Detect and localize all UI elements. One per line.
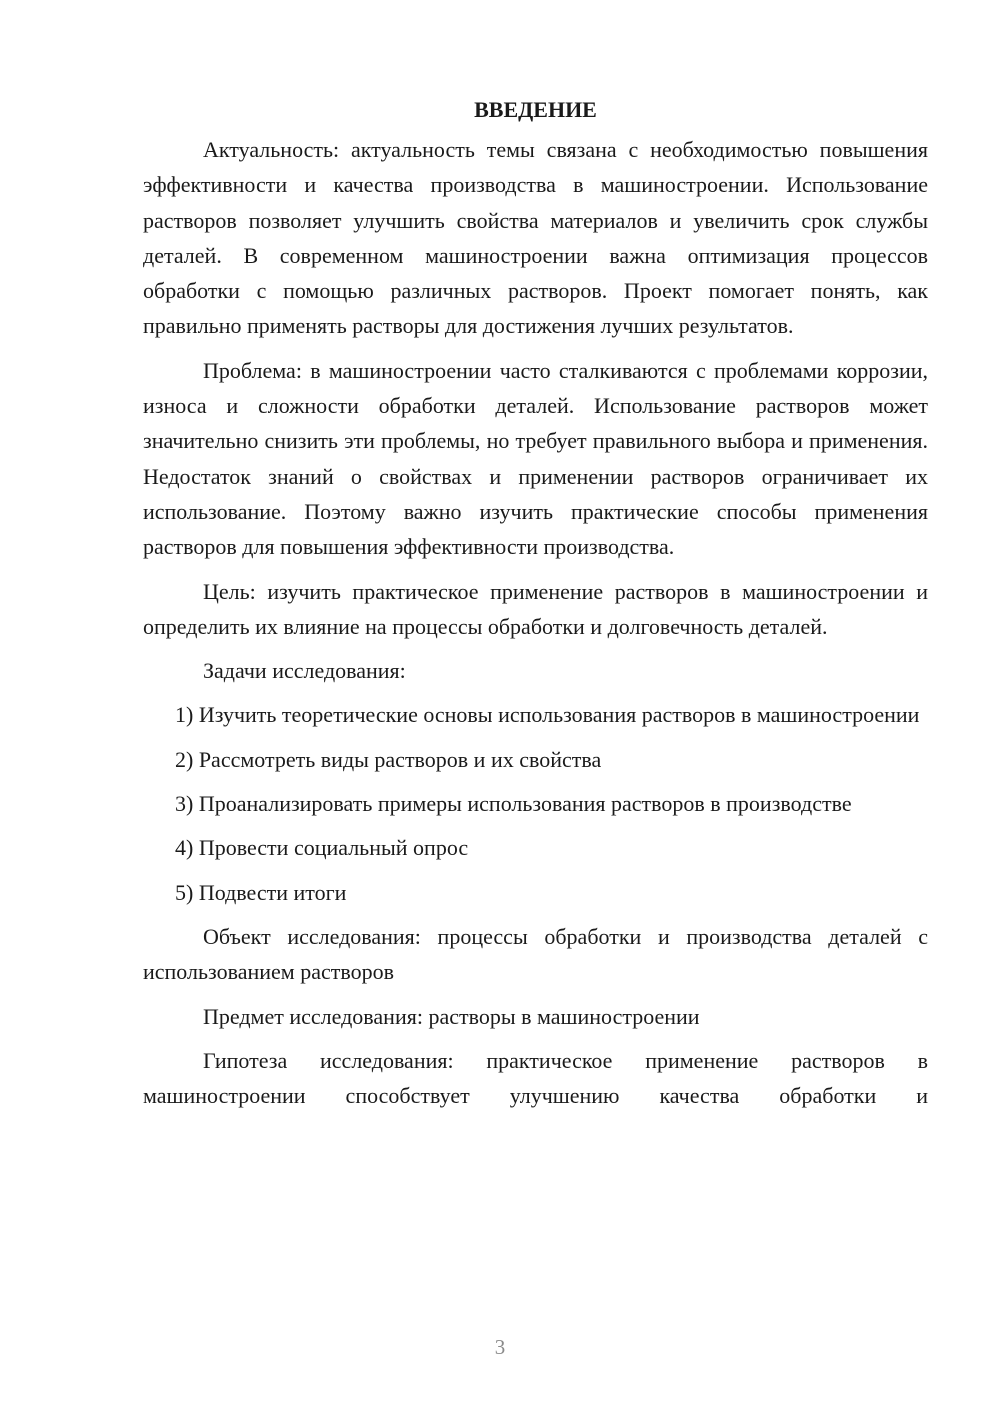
task-item-3: 3) Проанализировать примеры использования растворов в производстве — [175, 791, 852, 817]
problem-paragraph: Проблема: в машиностроении часто сталкиваются с проблемами коррозии, износа и сложности обработки деталей. Использование растворов может значительно снизить эти проблемы, но требует правильного выбора и применения. Недостаток знаний о свойствах и применении растворов ограничивает их использование. Поэтому важно изучить практические способы применения растворов для повышения эффективности производства. — [143, 357, 928, 560]
page-body — [143, 92, 928, 1122]
tasks-heading: Задачи исследования: — [203, 658, 406, 684]
task-item-2: 2) Рассмотреть виды растворов и их свойства — [175, 746, 602, 772]
task-item-1: 1) Изучить теоретические основы использования растворов в машиностроении — [175, 702, 920, 728]
section-title: ВВЕДЕНИЕ — [474, 97, 597, 122]
object-paragraph: Объект исследования: процессы обработки и производства деталей с использованием растворов — [143, 923, 928, 985]
task-item-5: 5) Подвести итоги — [175, 879, 347, 905]
hypothesis-paragraph: Гипотеза исследования: практическое применение растворов в машиностроении способствует улучшению качества обработки и — [143, 1047, 928, 1109]
relevance-paragraph: Актуальность: актуальность темы связана с необходимостью повышения эффективности и качества производства в машиностроении. Использование растворов позволяет улучшить свойства материалов и увеличить срок службы деталей. В современном машиностроении важна оптимизация процессов обработки с помощью различных растворов. Проект помогает понять, как правильно применять растворы для достижения лучших результатов. — [143, 137, 928, 339]
task-item-4: 4) Провести социальный опрос — [175, 835, 469, 861]
goal-paragraph: Цель: изучить практическое применение растворов в машиностроении и определить их влияние на процессы обработки и долговечность деталей. — [143, 578, 928, 639]
subject-paragraph: Предмет исследования: растворы в машиностроении — [203, 1003, 700, 1029]
page-number: 3 — [494, 1335, 506, 1359]
